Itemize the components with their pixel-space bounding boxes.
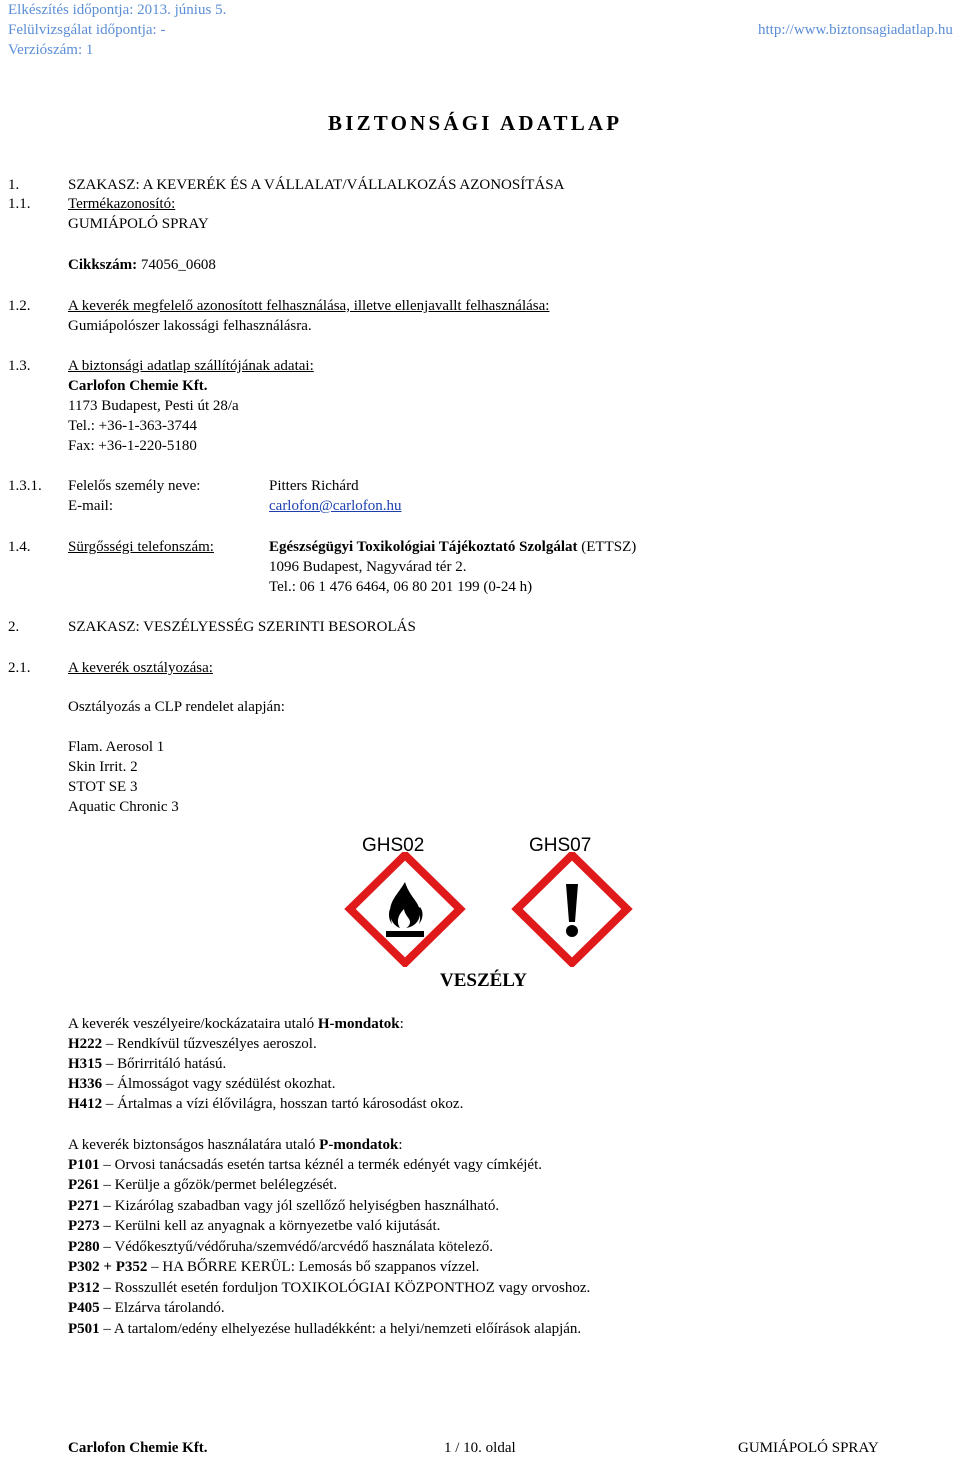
p-intro-text: A keverék biztonságos használatára utaló [68, 1137, 320, 1153]
p-text: Kerülje a gőzök/permet belélegzését. [114, 1177, 338, 1193]
emergency-label: Sürgősségi telefonszám: [68, 539, 214, 555]
p-text: Kizárólag szabadban vagy jól szellőző helyiségben használható. [114, 1198, 500, 1214]
section1-title: SZAKASZ: A KEVERÉK ÉS A VÁLLALAT/VÁLLALKOZÁS AZONOSÍTÁSA [68, 177, 565, 193]
p-statement: P302 + P352 – HA BŐRRE KERÜL: Lemosás bő szappanos vízzel. [68, 1259, 480, 1275]
signal-word: VESZÉLY [440, 970, 527, 991]
h-text: Rendkívül tűzveszélyes aeroszol. [117, 1036, 317, 1052]
p-statement: P271 – Kizárólag szabadban vagy jól szellőző helyiségben használható. [68, 1198, 500, 1214]
p-statement: P312 – Rosszullét esetén forduljon TOXIKOLÓGIAI KÖZPONTHOZ vagy orvoshoz. [68, 1280, 591, 1296]
p-text: Védőkesztyű/védőruha/szemvédő/arcvédő használata kötelező. [114, 1239, 493, 1255]
p-code: P312 [68, 1280, 100, 1296]
p-code: P261 [68, 1177, 100, 1193]
document-title: BIZTONSÁGI ADATLAP [328, 111, 623, 135]
p-statement: P273 – Kerülni kell az anyagnak a környezetbe való kijutását. [68, 1218, 441, 1234]
p-code: P405 [68, 1300, 100, 1316]
p-intro-colon: : [398, 1137, 403, 1153]
product-identifier-label: Termékazonosító: [68, 196, 176, 212]
h-statement: H336 – Álmosságot vagy szédülést okozhat. [68, 1076, 336, 1092]
emergency-address: 1096 Budapest, Nagyvárad tér 2. [269, 559, 467, 575]
email-link[interactable]: carlofon@carlofon.hu [269, 498, 402, 514]
supplier-fax: Fax: +36-1-220-5180 [68, 438, 197, 454]
hazard-class: Aquatic Chronic 3 [68, 799, 179, 815]
supplier-phone: Tel.: +36-1-363-3744 [68, 418, 198, 434]
h-text: Álmosságot vagy szédülést okozhat. [117, 1076, 336, 1092]
ghs07-label: GHS07 [529, 835, 592, 856]
p-code: P280 [68, 1239, 100, 1255]
p-text: Orvosi tanácsadás esetén tartsa kéznél a termék edényét vagy címkéjét. [114, 1157, 542, 1173]
p-code: P273 [68, 1218, 100, 1234]
p-statement: P501 – A tartalom/edény elhelyezése hulladékként: a helyi/nemzeti előírások alapján. [68, 1321, 582, 1337]
item-number-value: 74056_0608 [140, 257, 216, 273]
footer-page-number: 1 / 10. oldal [444, 1440, 516, 1456]
s2-1-number: 2.1. [8, 660, 31, 676]
use-label: A keverék megfelelő azonosított felhasználása, illetve ellenjavallt felhasználása: [68, 298, 550, 314]
s1-4-number: 1.4. [8, 539, 31, 555]
emergency-org-name: Egészségügyi Toxikológiai Tájékoztató Szolgálat [269, 539, 578, 555]
p-statement: P405 – Elzárva tárolandó. [68, 1300, 225, 1316]
p-text: A tartalom/edény elhelyezése hulladékként: a helyi/nemzeti előírások alapján. [113, 1321, 582, 1337]
h-statement: H412 – Ártalmas a vízi élővilágra, hosszan tartó károsodást okoz. [68, 1096, 464, 1112]
hazard-class: Flam. Aerosol 1 [68, 739, 165, 755]
h-code: H336 [68, 1076, 103, 1092]
emergency-org-abbr: (ETTSZ) [581, 539, 637, 555]
p-statement: P280 – Védőkesztyű/védőruha/szemvédő/arcvédő használata kötelező. [68, 1239, 493, 1255]
item-number [68, 255, 216, 275]
item-number-label: Cikkszám: [68, 257, 138, 273]
p-intro-bold: P-mondatok [319, 1137, 399, 1153]
version-number: Verziószám: 1 [8, 42, 94, 58]
supplier-address: 1173 Budapest, Pesti út 28/a [68, 398, 239, 414]
p-statement: P101 – Orvosi tanácsadás esetén tartsa kéznél a termék edényét vagy címkéjét. [68, 1157, 542, 1173]
section1-number: 1. [8, 177, 20, 193]
header-url: http://www.biztonsagiadatlap.hu [758, 22, 953, 38]
ghs02-label: GHS02 [362, 835, 425, 856]
clp-label: Osztályozás a CLP rendelet alapján: [68, 699, 285, 715]
email-label: E-mail: [68, 498, 113, 514]
ghs02-flame-pictogram [330, 852, 480, 967]
product-name: GUMIÁPOLÓ SPRAY [68, 216, 209, 232]
revision-date: Felülvizsgálat időpontja: - [8, 22, 166, 38]
p-statement: P261 – Kerülje a gőzök/permet belélegzését. [68, 1177, 338, 1193]
h-code: H315 [68, 1056, 103, 1072]
p-statements-intro [68, 1135, 403, 1155]
p-text: Elzárva tárolandó. [114, 1300, 225, 1316]
h-code: H222 [68, 1036, 103, 1052]
supplier-label: A biztonsági adatlap szállítójának adatai: [68, 358, 314, 374]
p-text: HA BŐRRE KERÜL: Lemosás bő szappanos vízzel. [162, 1259, 480, 1275]
s1-1-number: 1.1. [8, 196, 31, 212]
p-text: Rosszullét esetén forduljon TOXIKOLÓGIAI KÖZPONTHOZ vagy orvoshoz. [114, 1280, 591, 1296]
created-date: Elkészítés időpontja: 2013. június 5. [8, 2, 227, 18]
footer-company: Carlofon Chemie Kft. [68, 1440, 208, 1456]
h-text: Ártalmas a vízi élővilágra, hosszan tartó károsodást okoz. [117, 1096, 464, 1112]
p-text: Kerülni kell az anyagnak a környezetbe való kijutását. [114, 1218, 441, 1234]
use-value: Gumiápolószer lakossági felhasználásra. [68, 318, 312, 334]
hazard-class: Skin Irrit. 2 [68, 759, 138, 775]
h-statement: H315 – Bőrirritáló hatású. [68, 1056, 227, 1072]
s1-3-number: 1.3. [8, 358, 31, 374]
supplier-company: Carlofon Chemie Kft. [68, 378, 208, 394]
h-statements-intro [68, 1014, 404, 1034]
classification-label: A keverék osztályozása: [68, 660, 213, 676]
emergency-phone: Tel.: 06 1 476 6464, 06 80 201 199 (0-24 h) [269, 579, 533, 595]
s1-2-number: 1.2. [8, 298, 31, 314]
h-intro-bold: H-mondatok [317, 1016, 400, 1032]
p-code: P302 + P352 [68, 1259, 148, 1275]
p-code: P501 [68, 1321, 100, 1337]
h-intro-colon: : [399, 1016, 404, 1032]
h-text: Bőrirritáló hatású. [117, 1056, 227, 1072]
ghs07-exclamation-pictogram [497, 852, 647, 967]
emergency-org [269, 537, 636, 557]
responsible-value: Pitters Richárd [269, 478, 359, 494]
p-code: P101 [68, 1157, 100, 1173]
p-code: P271 [68, 1198, 100, 1214]
h-statement: H222 – Rendkívül tűzveszélyes aeroszol. [68, 1036, 317, 1052]
responsible-label: Felelős személy neve: [68, 478, 201, 494]
s1-3-1-number: 1.3.1. [8, 478, 42, 494]
h-intro-text: A keverék veszélyeire/kockázataira utaló [68, 1016, 318, 1032]
h-code: H412 [68, 1096, 103, 1112]
footer-product: GUMIÁPOLÓ SPRAY [738, 1440, 879, 1456]
hazard-class: STOT SE 3 [68, 779, 138, 795]
section2-number: 2. [8, 619, 20, 635]
section2-title: SZAKASZ: VESZÉLYESSÉG SZERINTI BESOROLÁS [68, 619, 416, 635]
